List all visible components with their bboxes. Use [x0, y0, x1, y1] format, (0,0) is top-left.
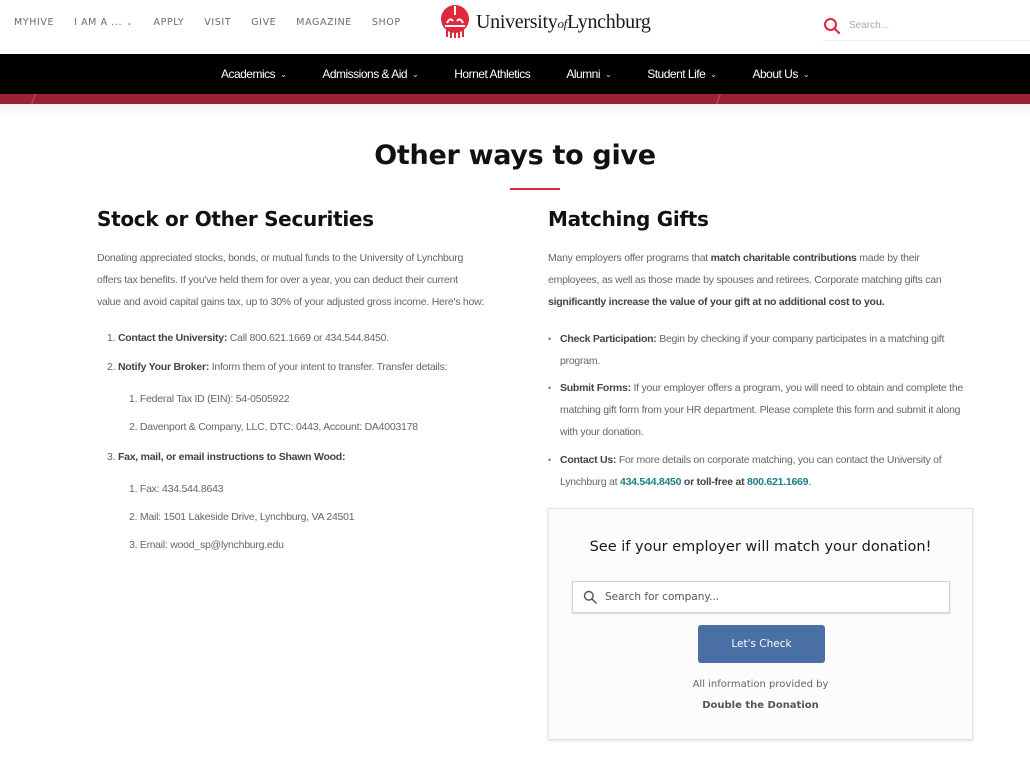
intro-bold: significantly increase the value of your gift at no additional cost to you.	[548, 296, 885, 308]
stock-substep-email[interactable]: 3. Email: wood_sp@lynchburg.edu	[129, 539, 284, 551]
wordmark-part: Lynchburg	[566, 10, 651, 33]
header-shadow	[0, 104, 1030, 118]
matching-bullet-contact	[548, 449, 978, 493]
chevron-down-icon: ⌄	[710, 69, 717, 79]
title-underline	[510, 188, 560, 190]
wordmark-of: of	[557, 15, 567, 31]
util-link-shop[interactable]	[372, 17, 401, 28]
intro-bold: match charitable contributions	[710, 252, 857, 264]
stock-intro-line: Donating appreciated stocks, bonds, or mutual funds to the University of Lynchburg	[97, 252, 464, 264]
step-text: Inform them of your intent to transfer. Transfer details:	[209, 361, 448, 373]
nav-item-student-life[interactable]	[647, 67, 716, 81]
util-link-label: APPLY	[153, 17, 185, 28]
matching-gift-widget	[548, 508, 973, 740]
step-number: 1.	[107, 332, 116, 344]
nav-label: Admissions & Aid	[322, 67, 408, 81]
chevron-down-icon: ⌄	[802, 69, 810, 79]
matching-bullet-check	[548, 328, 978, 372]
widget-title: See if your employer will match your donation!	[589, 539, 932, 555]
stock-substep: 1. Fax: 434.544.8643	[129, 483, 224, 495]
nav-item-alumni[interactable]	[566, 67, 611, 81]
intro-text: employees, as well as those made by spouses and retirees. Corporate matching gifts can	[548, 274, 942, 286]
step-number: 3.	[107, 451, 116, 463]
util-link-label: MYHIVE	[14, 17, 55, 28]
lets-check-button[interactable]: Let's Check	[698, 625, 825, 663]
step-label: Contact the University:	[117, 332, 228, 344]
matching-heading: Matching Gifts	[548, 207, 709, 231]
nav-label: About Us	[752, 67, 798, 81]
search-icon[interactable]	[823, 17, 841, 35]
chevron-down-icon: ⌄	[412, 69, 419, 79]
page-title: Other ways to give	[374, 140, 656, 171]
brand-stripe	[0, 94, 1030, 104]
stock-heading: Stock or Other Securities	[97, 207, 374, 231]
util-link-apply[interactable]	[153, 17, 184, 28]
matching-intro	[548, 247, 988, 313]
bullet-text: .	[808, 476, 811, 488]
stock-substep: 2. Mail: 1501 Lakeside Drive, Lynchburg, VA 24501	[129, 511, 355, 523]
step-number: 2.	[107, 361, 116, 373]
util-link-give[interactable]	[251, 17, 276, 28]
util-link-label: VISIT	[204, 17, 232, 28]
matching-bullet-forms	[548, 377, 978, 443]
stock-intro	[97, 247, 537, 313]
utility-nav	[14, 17, 421, 28]
util-link-myhive[interactable]	[14, 17, 54, 28]
bullet-label: Submit Forms:	[560, 382, 631, 394]
nav-item-admissions-aid[interactable]	[322, 67, 418, 81]
company-search-input[interactable]	[605, 591, 945, 603]
util-link-label: I AM A ...	[74, 17, 123, 28]
util-link-visit[interactable]	[204, 17, 231, 28]
bullet-text: or toll-free at	[681, 476, 747, 488]
phone-link-tollfree[interactable]: 800.621.1669	[747, 476, 809, 488]
company-search-field[interactable]	[572, 581, 950, 613]
nav-label: Academics	[220, 67, 276, 81]
stock-step-2	[107, 361, 447, 373]
phone-link-local[interactable]: 434.544.8450	[620, 476, 682, 488]
bullet-text: For more details on corporate matching, you can contact the University of Lynchburg at	[560, 454, 942, 488]
wordmark-part: University	[476, 10, 558, 33]
decorative-slash	[716, 94, 722, 104]
provider-name[interactable]: Double the Donation	[702, 700, 819, 711]
stock-intro-line: offers tax benefits. If you've held them for over a year, you can deduct their current	[97, 274, 458, 286]
main-nav	[0, 54, 1030, 94]
stock-substep: 2. Davenport & Company, LLC, DTC: 0443, Account: DA4003178	[129, 421, 418, 433]
top-utility-bar	[0, 0, 1030, 54]
stock-intro-line: value and avoid capital gains tax, up to 30% of your adjusted gross income. Here's how:	[97, 296, 485, 308]
nav-item-academics[interactable]	[221, 67, 286, 81]
step-label: Notify Your Broker:	[117, 361, 210, 373]
site-search	[823, 11, 1030, 41]
site-search-input[interactable]	[849, 20, 1009, 31]
nav-label: Student Life	[647, 67, 706, 81]
chevron-down-icon: ⌄	[126, 18, 134, 27]
chevron-down-icon: ⌄	[280, 69, 287, 79]
bullet-text: If your employer offers a program, you will need to obtain and complete the matching gift form from your HR department. Please complete this form and submit it along with your donation.	[560, 382, 964, 438]
search-icon	[583, 590, 597, 604]
nav-label: Hornet Athletics	[454, 67, 531, 81]
nav-item-hornet-athletics[interactable]	[454, 67, 530, 81]
nav-item-about-us[interactable]	[752, 67, 809, 81]
decorative-slash	[31, 94, 37, 104]
university-seal-icon	[440, 4, 470, 40]
bullet-text: Begin by checking if your company participates in a matching gift program.	[560, 333, 945, 367]
stock-step-1	[107, 332, 389, 344]
bullet-label: Check Participation:	[560, 333, 657, 345]
util-link-i-am-a[interactable]	[74, 17, 133, 28]
step-text: Call 800.621.1669 or 434.544.8450.	[227, 332, 389, 344]
nav-label: Alumni	[566, 67, 600, 81]
step-label: Fax, mail, or email instructions to Shawn Wood:	[117, 451, 346, 463]
intro-text: made by their	[856, 252, 920, 264]
util-link-label: MAGAZINE	[296, 17, 352, 28]
util-link-label: SHOP	[371, 17, 401, 28]
stock-step-3	[107, 451, 345, 463]
chevron-down-icon: ⌄	[605, 69, 612, 79]
university-logo[interactable]	[440, 4, 651, 40]
util-link-magazine[interactable]	[296, 17, 352, 28]
intro-text: Many employers offer programs that	[548, 252, 711, 264]
university-wordmark	[476, 11, 651, 34]
provided-by-text: All information provided by	[692, 679, 829, 690]
stock-substep: 1. Federal Tax ID (EIN): 54-0505922	[129, 393, 290, 405]
bullet-label: Contact Us:	[560, 454, 617, 466]
util-link-label: GIVE	[251, 17, 277, 28]
